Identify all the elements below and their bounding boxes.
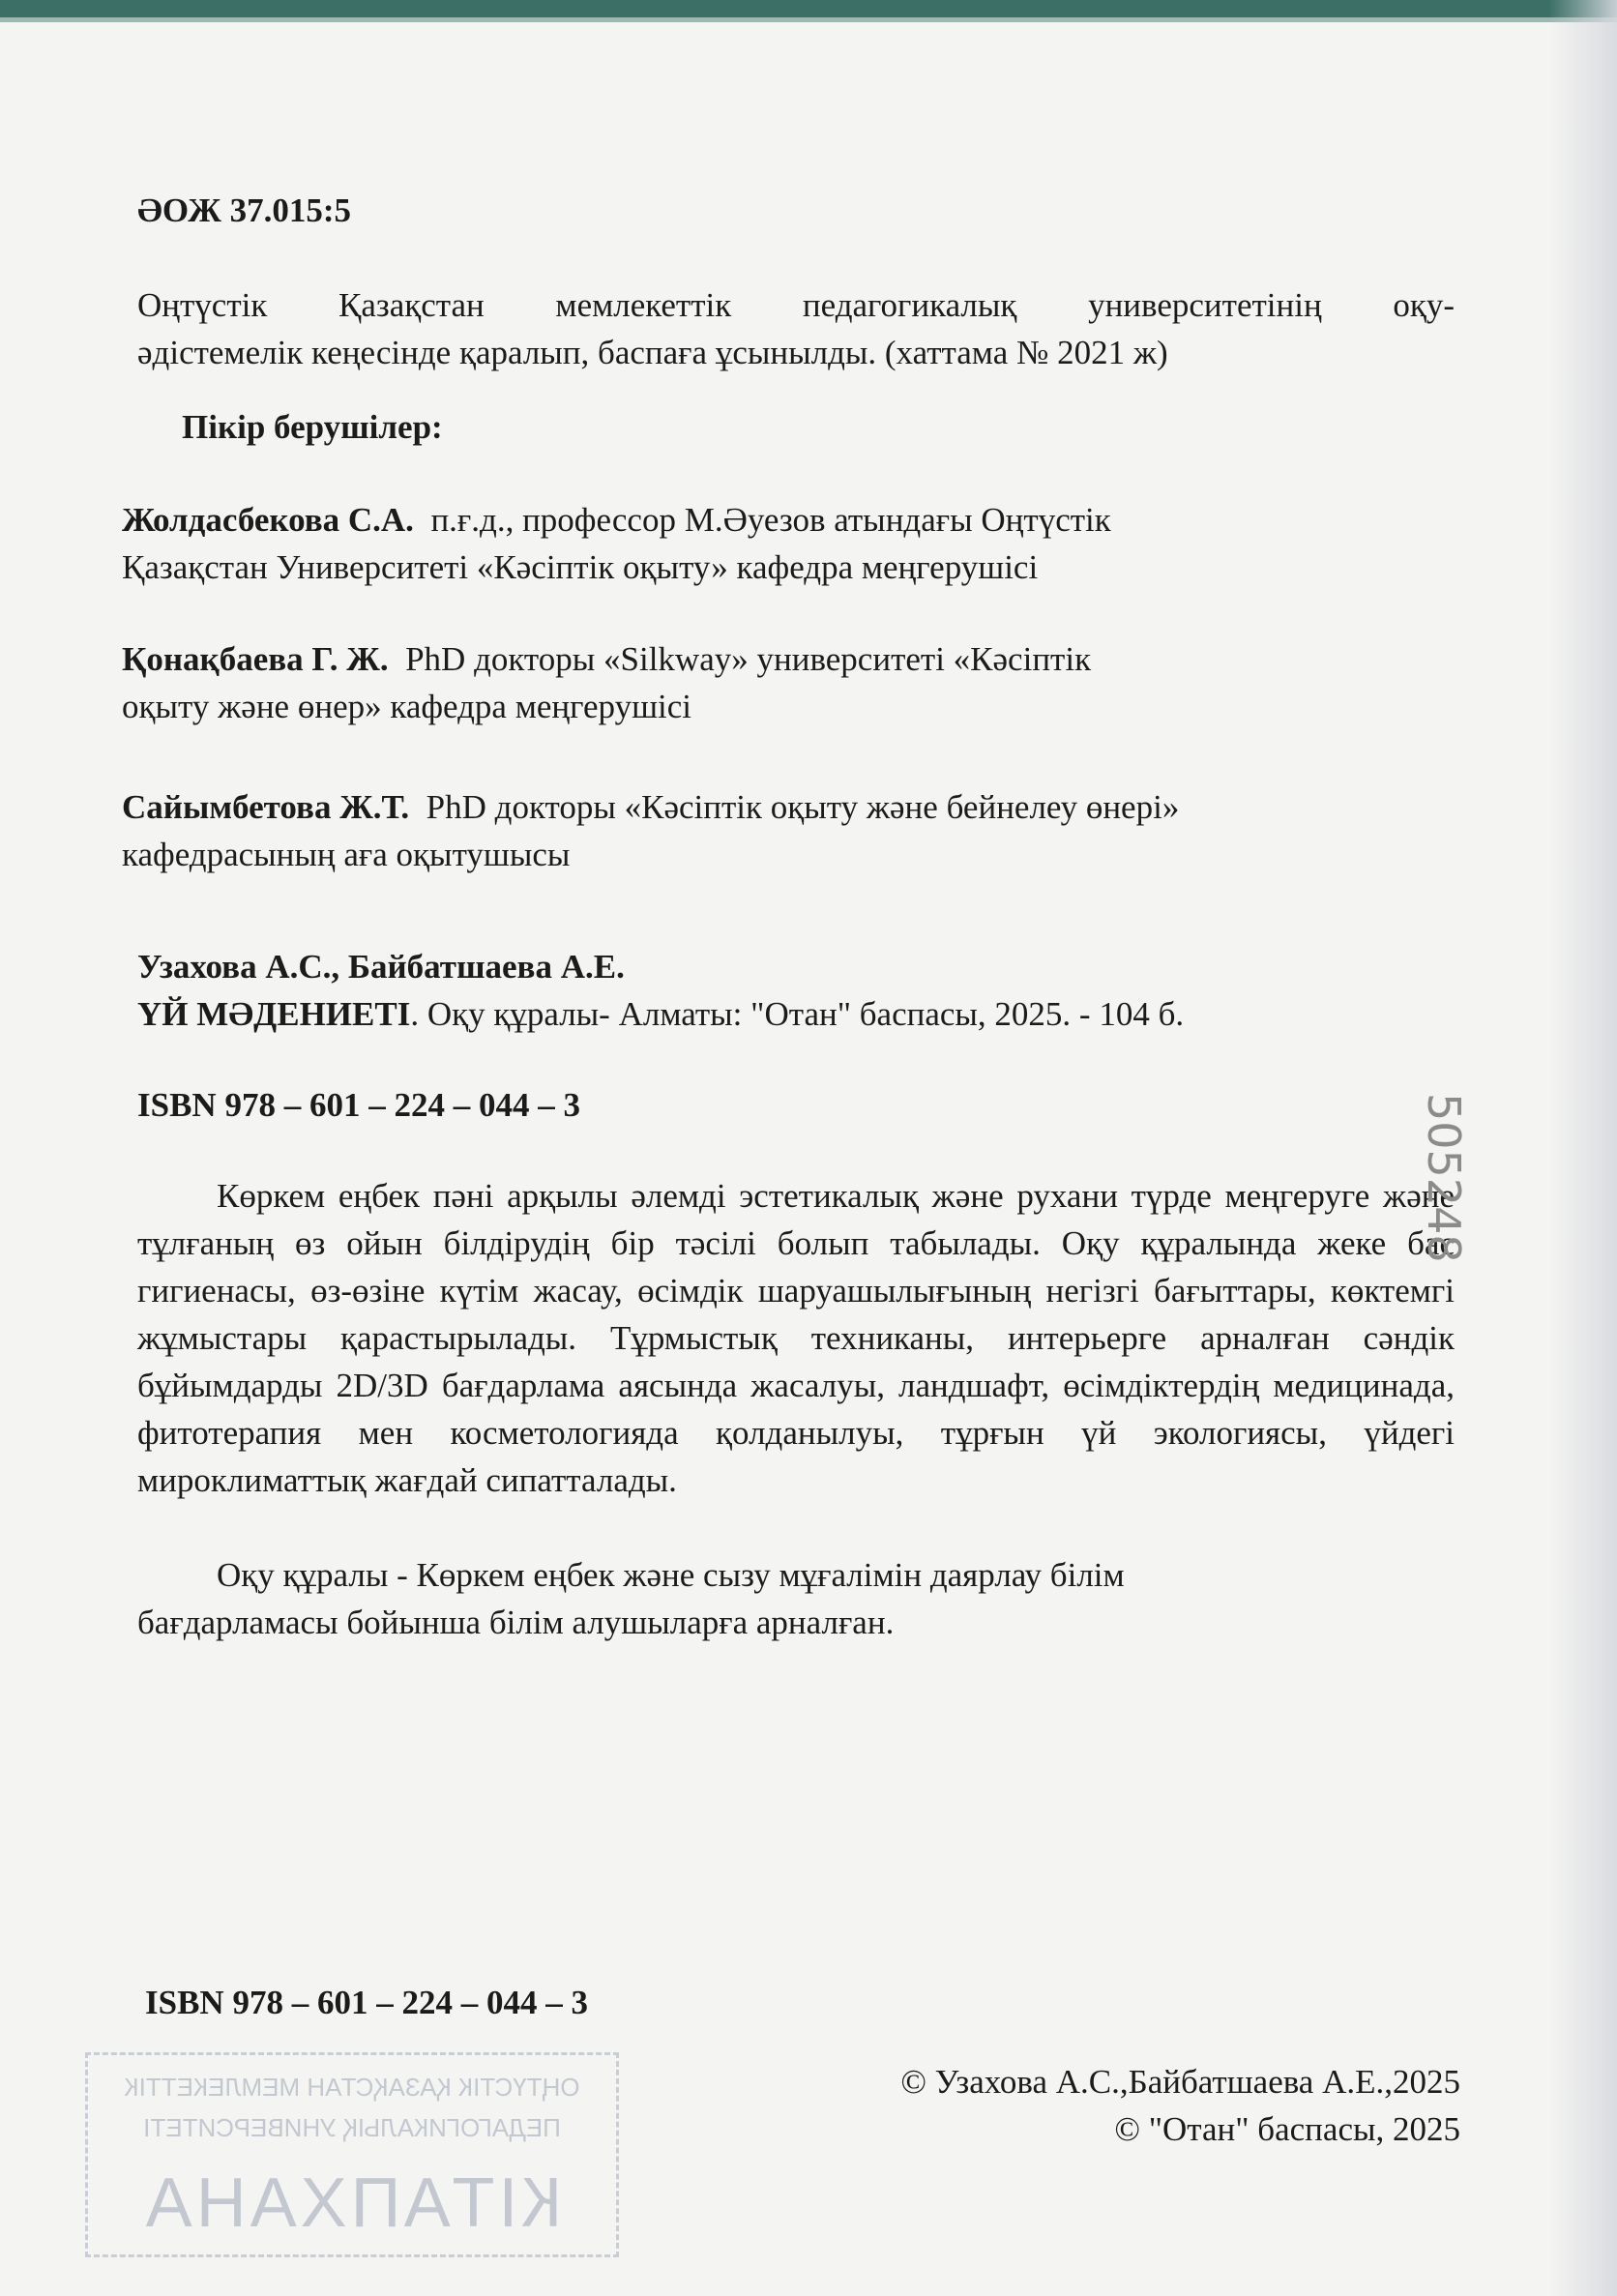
reviewer-1-line-1	[122, 496, 1111, 544]
citation-line	[137, 990, 1184, 1038]
udc-code: ӘОЖ 37.015:5	[137, 191, 351, 229]
stamp-line-3: КІТАПХАНА	[141, 2164, 563, 2242]
copyright-line-2: © "Отан" баспасы, 2025	[1114, 2110, 1460, 2148]
abstract-paragraph-1: Көркем еңбек пәні арқылы әлемді эстетикалық және рухани түрде меңгеруге және тұлғаның өз ойын білдірудің бір тәсілі болып табылады. Оқу құралында жеке бас гигиенасы, өз-өзіне күтім жасау, өсімдік шаруашылығының негізгі бағыттары, көктемгі жұмыстары қарастырылады. Тұрмыстық техниканы, интерьерге арналған сәндік бұйымдарды 2D/3D бағдарлама аясында жасалуы, ландшафт, өсімдіктердің медицинада, фитотерапия мен косметологияда қолданылуы, тұрғын үй экологиясы, үйдегі мироклиматтық жағдай сипатталады.	[137, 1177, 1455, 1499]
approval-line-2: әдістемелік кеңесінде қаралып, баспаға ұсынылды. (хаттама № 2021 ж)	[137, 334, 1168, 371]
library-stamp-bleed-through	[85, 2052, 619, 2257]
isbn-bottom: ISBN 978 – 601 – 224 – 044 – 3	[145, 1984, 588, 2021]
copyright-line-1: © Узахова А.С.,Байбатшаева А.Е.,2025	[900, 2063, 1460, 2101]
reviewer-1-name: Жолдасбекова С.А.	[122, 501, 414, 539]
stamp-line-2: ПЕДАГОГИКАЛЫҚ УНИВЕРСИТЕТІ	[143, 2113, 561, 2142]
reviewers-heading: Пікір берушілер:	[182, 408, 443, 446]
reviewer-1-line-2: Қазақстан Университеті «Кәсіптік оқыту» кафедра меңгерушісі	[122, 548, 1039, 586]
citation-authors: Узахова А.С., Байбатшаева А.Е.	[137, 948, 625, 986]
reviewer-2-line-2: оқыту және өнер» кафедра меңгерушісі	[122, 688, 692, 725]
reviewer-2-name: Қонақбаева Г. Ж.	[122, 640, 389, 678]
reviewer-3-name: Сайымбетова Ж.Т.	[122, 788, 410, 826]
book-title: ҮЙ МӘДЕНИЕТІ	[137, 995, 411, 1033]
abstract-paragraph-2-line-1: Оқу құралы - Көркем еңбек және сызу мұғалімін даярлау білім	[217, 1556, 1125, 1594]
approval-line-1: Оңтүстік Қазақстан мемлекеттік педагогикалық университетінің оқу-	[137, 286, 1455, 324]
citation-details: . Оқу құралы- Алматы: "Отан" баспасы, 2025. - 104 б.	[410, 995, 1185, 1033]
handwritten-inventory-number: 505248	[1418, 1093, 1470, 1263]
reviewer-3-line-1	[122, 783, 1179, 831]
reviewer-2-line-1	[122, 635, 1091, 683]
reviewer-3-line-2: кафедрасының аға оқытушысы	[122, 836, 571, 873]
reviewer-3-position: PhD докторы «Кәсіптік оқыту және бейнелеу өнері»	[426, 788, 1180, 826]
reviewer-1-position: п.ғ.д., профессор М.Әуезов атындағы Оңтүстік	[430, 501, 1111, 539]
reviewer-2-position: PhD докторы «Silkway» университеті «Кәсіптік	[405, 640, 1092, 678]
stamp-line-1: ОҢТҮСТІК ҚАЗАҚСТАН МЕМЛЕКЕТТІК	[124, 2073, 580, 2102]
abstract-paragraph-2-line-2: бағдарламасы бойынша білім алушыларға арналған.	[137, 1604, 895, 1641]
isbn-top: ISBN 978 – 601 – 224 – 044 – 3	[137, 1086, 580, 1124]
